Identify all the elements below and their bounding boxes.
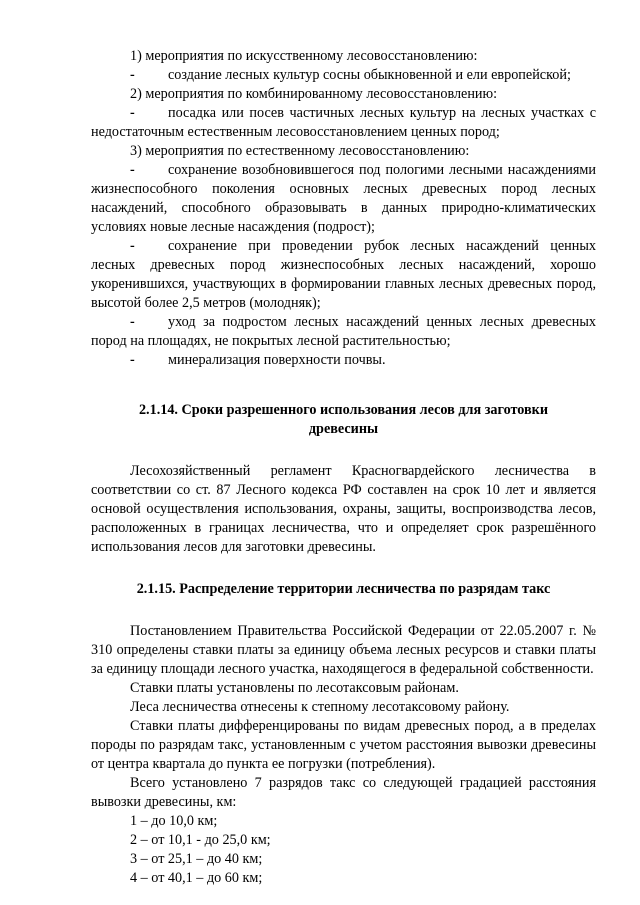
- tax-rank-item: 3 – от 25,1 – до 40 км;: [130, 851, 263, 867]
- page-content: [91, 47, 596, 888]
- bullet-text: посадка или посев частичных лесных культур на лесных участках с недостаточным естественным лесовосстановлением ценных пород;: [91, 105, 596, 140]
- bullet-text: создание лесных культур сосны обыкновенной и ели европейской;: [168, 67, 571, 83]
- dash-marker: -: [130, 238, 135, 254]
- body-paragraph: Всего установлено 7 разрядов такс со следующей градацией расстояния вывозки древесины, км:: [91, 775, 596, 810]
- dash-marker: -: [130, 314, 135, 330]
- list-heading-artificial: 1) мероприятия по искусственному лесовосстановлению:: [130, 48, 478, 64]
- dash-marker: -: [130, 352, 135, 368]
- list-heading-combined: 2) мероприятия по комбинированному лесовосстановлению:: [130, 86, 498, 102]
- dash-marker: -: [130, 105, 135, 121]
- body-paragraph: Леса лесничества отнесены к степному лесотаксовому району.: [130, 699, 510, 715]
- bullet-text: минерализация поверхности почвы.: [168, 352, 386, 368]
- tax-rank-item: 1 – до 10,0 км;: [130, 813, 218, 829]
- bullet-item: [91, 104, 596, 142]
- section-heading-2-1-14: [91, 401, 596, 439]
- heading-line: 2.1.14. Сроки разрешенного использования лесов для заготовки: [138, 402, 549, 418]
- section-heading-2-1-15: 2.1.15. Распределение территории лесничества по разрядам такс: [136, 581, 551, 597]
- dash-marker: -: [130, 67, 135, 83]
- bullet-item: [91, 66, 596, 85]
- body-paragraph: Ставки платы дифференцированы по видам древесных пород, а в пределах породы по разрядам такс, установленным с учетом расстояния вывозки древесины от центра квартала до пункта ее погрузки (потребления).: [91, 718, 596, 772]
- bullet-text: сохранение возобновившегося под пологими лесными насаждениями жизнеспособного поколения основных лесных древесных пород лесных насаждений, способного образовывать в данных природно-климатических условиях новые лесные насаждения (подрост);: [91, 162, 596, 235]
- tax-rank-item: 2 – от 10,1 - до 25,0 км;: [130, 832, 271, 848]
- bullet-item: [91, 161, 596, 237]
- heading-line: древесины: [308, 421, 379, 437]
- bullet-item: [91, 237, 596, 313]
- body-paragraph: Постановлением Правительства Российской Федерации от 22.05.2007 г. № 310 определены ставки платы за единицу объема лесных ресурсов и ставки платы за единицу площади лесного участка, находящегося в федеральной собственности.: [91, 623, 596, 677]
- body-paragraph: Ставки платы установлены по лесотаксовым районам.: [130, 680, 459, 696]
- bullet-text: сохранение при проведении рубок лесных насаждений ценных лесных древесных пород жизнеспособных лесных насаждений, хорошо укоренившихся, участвующих в формировании главных лесных древесных пород, высотой более 2,5 метров (молодняк);: [91, 238, 596, 311]
- tax-rank-item: 4 – от 40,1 – до 60 км;: [130, 870, 263, 886]
- bullet-item: [91, 351, 596, 370]
- bullet-item: [91, 313, 596, 351]
- list-heading-natural: 3) мероприятия по естественному лесовосстановлению:: [130, 143, 470, 159]
- dash-marker: -: [130, 162, 135, 178]
- regulation-term-paragraph: Лесохозяйственный регламент Красногвардейского лесничества в соответствии со ст. 87 Лесного кодекса РФ составлен на срок 10 лет и является основой осуществления использования, охраны, защиты, воспроизводства лесов, расположенных в границах лесничества, что и определяет срок разрешённого использования лесов для заготовки древесины.: [91, 463, 596, 555]
- bullet-text: уход за подростом лесных насаждений ценных лесных древесных пород на площадях, не покрытых лесной растительностью;: [91, 314, 596, 349]
